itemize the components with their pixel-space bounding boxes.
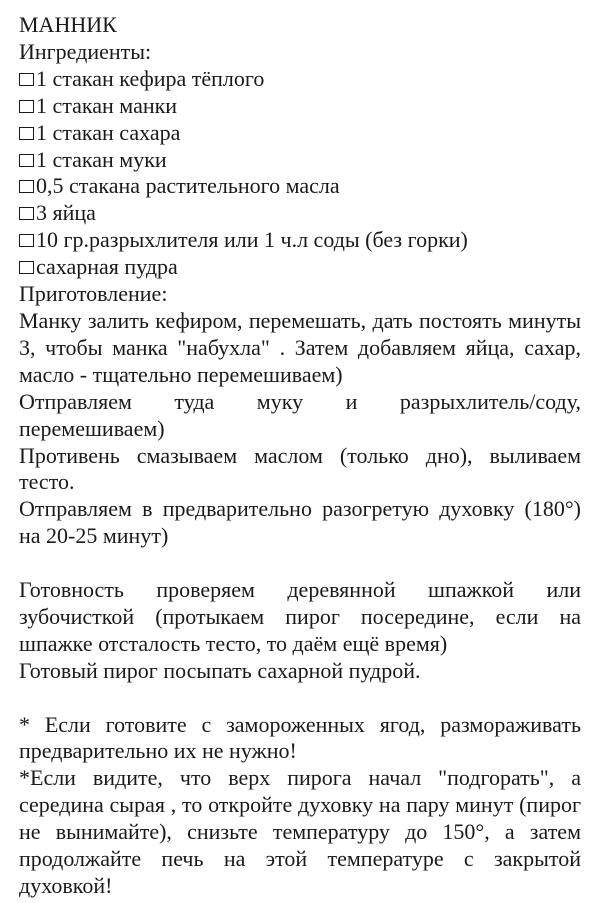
checkbox-icon [19, 261, 34, 274]
checkbox-icon [19, 234, 34, 247]
note-paragraph: * Если готовите с замороженных ягод, размораживать предварительно их не нужно! [19, 711, 581, 764]
ingredient-item [19, 254, 581, 281]
preparation-step: Отправляем в предварительно разогретую духовку (180°) на 20-25 минут) [19, 496, 581, 549]
ingredient-text: 1 стакан кефира тёплого [36, 65, 265, 91]
checkbox-icon [19, 73, 34, 86]
ingredient-item [19, 93, 581, 120]
doneness-paragraph: Готовность проверяем деревянной шпажкой или зубочисткой (протыкаем пирог посередине, если на шпажке отсталость тесто, то даём ещё время) [19, 577, 581, 656]
ingredient-item [19, 200, 581, 227]
ingredient-item [19, 227, 581, 254]
preparation-step: Отправляем туда муку и разрыхлитель/соду, перемешиваем) [19, 388, 581, 441]
note-paragraph: *Если видите, что верх пирога начал "подгорать", а середина сырая , то откройте духовку на пару минут (пирог не вынимайте), снизьте температуру до 150°, а затем продолжайте печь на этой температуре с закрытой духовкой! [19, 765, 581, 898]
preparation-step: Манку залить кефиром, перемешать, дать постоять минуты 3, чтобы манка "набухла" . Затем добавляем яйца, сахар, масло - тщательно перемешиваем) [19, 307, 581, 387]
checkbox-icon [19, 100, 34, 113]
ingredient-text: 1 стакан манки [36, 92, 178, 118]
doneness-section [19, 577, 581, 685]
ingredient-item [19, 66, 581, 93]
ingredient-text: 1 стакан муки [36, 146, 167, 172]
ingredient-item [19, 147, 581, 174]
doneness-paragraph: Готовый пирог посыпать сахарной пудрой. [19, 657, 421, 683]
preparation-heading: Приготовление: [19, 281, 168, 307]
checkbox-icon [19, 127, 34, 140]
ingredient-item [19, 120, 581, 147]
ingredient-text: 1 стакан сахара [36, 119, 181, 145]
checkbox-icon [19, 154, 34, 167]
checkbox-icon [19, 207, 34, 220]
checkbox-icon [19, 180, 34, 193]
notes-section [19, 712, 581, 900]
ingredient-text: 10 гр.разрыхлителя или 1 ч.л соды (без горки) [36, 227, 468, 253]
ingredients-heading: Ингредиенты: [19, 38, 152, 64]
ingredient-text: сахарная пудра [36, 254, 178, 280]
ingredients-list [19, 66, 581, 281]
preparation-steps [19, 308, 581, 550]
ingredient-text: 0,5 стакана растительного масла [36, 173, 340, 199]
preparation-step: Противень смазываем маслом (только дно), выливаем тесто. [19, 442, 581, 495]
recipe-title: МАННИК [19, 12, 117, 37]
ingredient-item [19, 173, 581, 200]
ingredient-text: 3 яйца [36, 200, 96, 226]
